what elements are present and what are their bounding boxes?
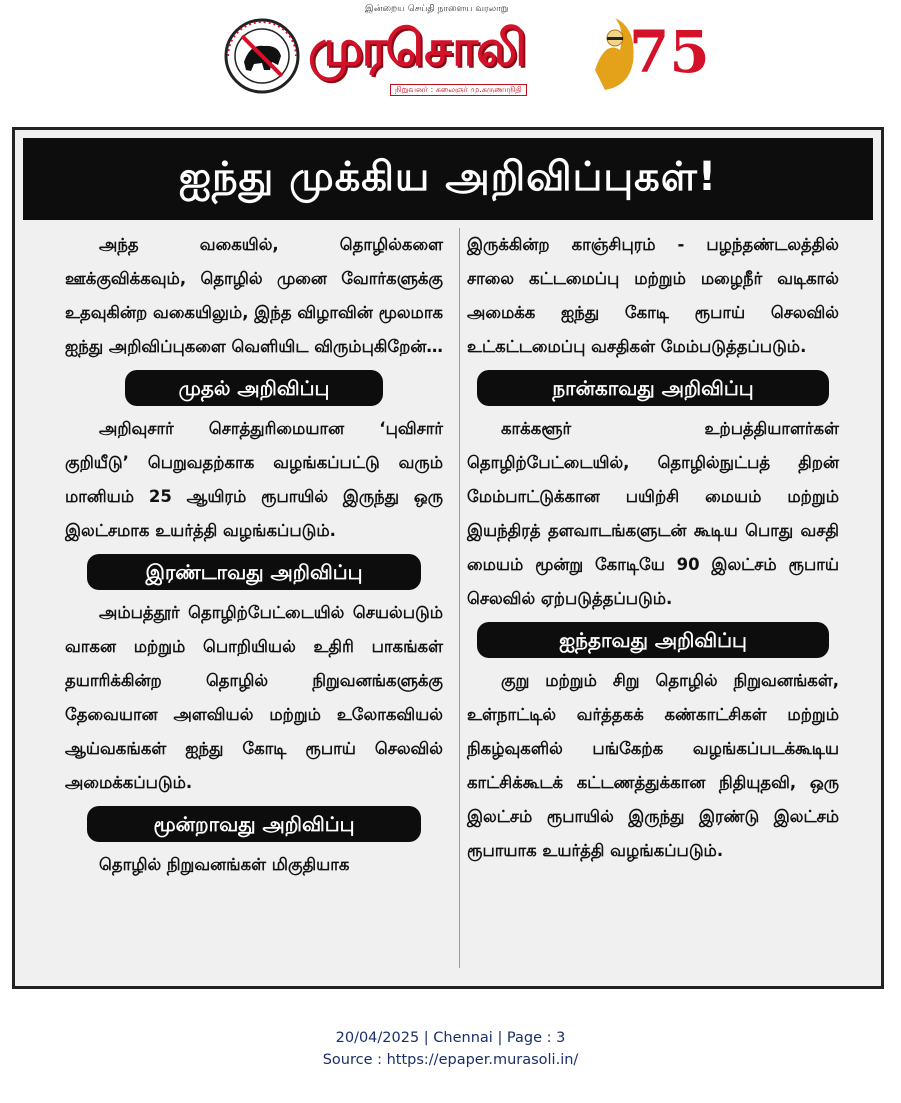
headline-text: ஐந்து முக்கிய அறிவிப்புகள்! — [178, 153, 718, 200]
announcement-heading-1: முதல் அறிவிப்பு — [125, 370, 383, 406]
announcement-body-5: குறு மற்றும் சிறு தொழில் நிறுவனங்கள், உள்நாட்டில் வர்த்தகக் கண்காட்சிகள் மற்றும் நிகழ்வுகளில் பங்கேற்க வழங்கப்படக்கூடிய காட்சிக்கூடக் கட்டணத்துக்கான நிதியுதவி, ஒரு இலட்சம் ரூபாயில் இருந்து இரண்டு இலட்சம் ரூபாயாக உயர்த்தி வழங்கப்படும். — [467, 671, 839, 860]
column-divider — [459, 228, 460, 968]
intro-paragraph: அந்த வகையில், தொழில்களை ஊக்குவிக்கவும், தொழில் முனை வோர்களுக்கு உதவுகின்ற வகையிலும், இந்த விழாவின் மூலமாக ஐந்து அறிவிப்புகளை வெளியிட விரும்புகிறேன்… — [65, 235, 443, 356]
source-link[interactable]: Source : https://epaper.murasoli.in/ — [322, 1052, 579, 1068]
party-emblem-logo — [224, 18, 300, 94]
announcement-body-4: காக்களூர் உற்பத்தியாளர்கள் தொழிற்பேட்டையில், தொழில்நுட்பத் திறன் மேம்பாட்டுக்கான பயிற்சி மையம் மற்றும் இயந்திரத் தளவாடங்களுடன் கூடிய பொது வசதி மையம் மூன்று கோடியே 90 இலட்சம் ரூபாய் செலவில் ஏற்படுத்தப்படும். — [467, 419, 839, 608]
announcement-heading-4: நான்காவது அறிவிப்பு — [477, 370, 829, 406]
article-frame — [12, 127, 884, 989]
announcement-body-3: தொழில் நிறுவனங்கள் மிகுதியாக — [99, 855, 350, 874]
headline-banner — [23, 138, 873, 220]
masthead-tagline: இன்றைய செய்தி நாளைய வரலாறு — [365, 4, 509, 14]
announcement-heading-2: இரண்டாவது அறிவிப்பு — [87, 554, 421, 590]
edition-info: 20/04/2025 | Chennai | Page : 3 — [335, 1030, 566, 1046]
left-column — [65, 228, 443, 882]
anniversary-75-logo — [585, 10, 710, 96]
announcement-heading-3: மூன்றாவது அறிவிப்பு — [87, 806, 421, 842]
anniversary-number: 75 — [629, 18, 710, 86]
right-column — [467, 228, 839, 868]
founder-strip: நிறுவனர் : கலைஞர் மு.கருணாநிதி — [390, 84, 527, 96]
announcement-heading-5: ஐந்தாவது அறிவிப்பு — [477, 622, 829, 658]
announcement-body-2: அம்பத்தூர் தொழிற்பேட்டையில் செயல்படும் வாகன மற்றும் பொறியியல் உதிரி பாகங்கள் தயாரிக்கின்ற தொழில் நிறுவனங்களுக்கு தேவையான அளவியல் மற்றும் உலோகவியல் ஆய்வகங்கள் ஐந்து கோடி ரூபாய் செலவில் அமைக்கப்படும். — [65, 603, 443, 792]
masthead — [220, 4, 710, 104]
newspaper-logo-text: முரசொலி — [308, 18, 525, 77]
announcement-body-3-continued: இருக்கின்ற காஞ்சிபுரம் - பழந்தண்டலத்தில் சாலை கட்டமைப்பு மற்றும் மழைநீர் வடிகால் அமைக்க ஐந்து கோடி ரூபாய் செலவில் உட்கட்டமைப்பு வசதிகள் மேம்படுத்தப்படும். — [467, 235, 839, 356]
announcement-body-1: அறிவுசார் சொத்துரிமையான ‘புவிசார் குறியீடு’ பெறுவதற்காக வழங்கப்பட்டு வரும் மானியம் 25 ஆயிரம் ரூபாயில் இருந்து ஒரு இலட்சமாக உயர்த்தி வழங்கப்படும். — [65, 419, 443, 540]
